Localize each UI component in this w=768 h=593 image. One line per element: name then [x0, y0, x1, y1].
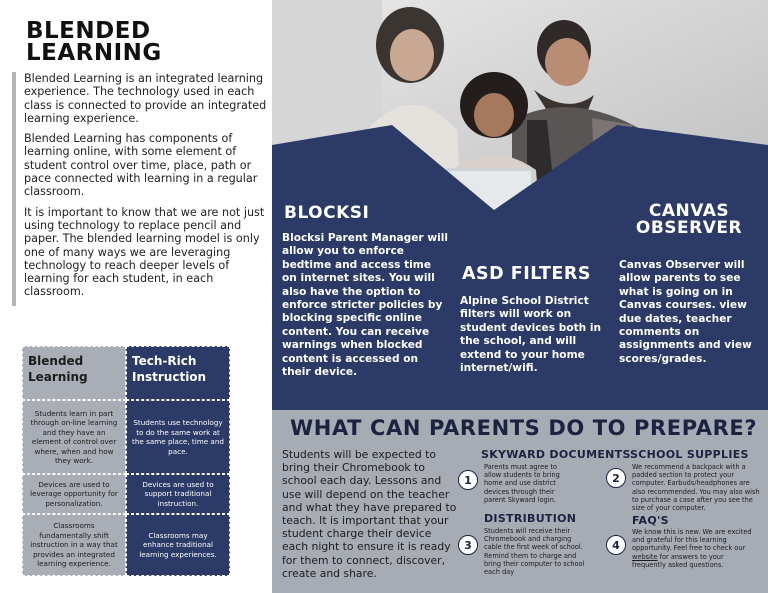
blocksi-heading: BLOCKSI	[284, 203, 370, 223]
supplies-text: We recommend a backpack with a padded section to protect your computer. Earbuds/headphones are also recommended. You may also wish to purchase a case after you see the size of your computer.	[632, 463, 760, 513]
distribution-heading: DISTRIBUTION	[484, 512, 577, 525]
intro-paragraph-2: Blended Learning has components of learning online, with some element of student control over time, place, path or pace connected with learning in a regular classroom.	[24, 132, 258, 199]
blended-header: Blended Learning	[22, 346, 126, 400]
canvas-body: Canvas Observer will allow parents to see what is going on in Canvas courses. view due dates, teacher comments on assignments and view scores/grades.	[619, 259, 752, 365]
techrich-header: Tech-Rich Instruction	[126, 346, 230, 400]
canvas-heading-line-2: OBSERVER	[635, 218, 743, 238]
distribution-text: Students will receive their Chromebook and charging cable the first week of school. Remind them to charge and bring their computer to school each day	[484, 527, 585, 577]
faq-text-end: for answers to your frequently asked questions.	[632, 552, 724, 569]
left-panel	[0, 0, 272, 593]
prepare-heading: WHAT CAN PARENTS DO TO PREPARE?	[290, 416, 758, 440]
page-title	[26, 20, 162, 64]
faq-text	[632, 528, 752, 569]
faq-text-start: We know this is new. We are excited and grateful for this learning opportunity. Feel free to check our	[632, 528, 752, 553]
skyward-heading: SKYWARD DOCUMENTS	[481, 448, 631, 461]
supplies-heading: SCHOOL SUPPLIES	[630, 448, 749, 461]
faq-heading: FAQ'S	[632, 514, 669, 527]
step-2-badge: 2	[606, 468, 626, 488]
step-4-badge: 4	[606, 535, 626, 555]
title-line-2: LEARNING	[26, 40, 162, 66]
skyward-text: Parents must agree to allow students to bring home and use district devices through their parent Skyward login.	[484, 463, 560, 504]
right-panel	[272, 0, 768, 593]
blended-column	[22, 346, 126, 576]
step-1-badge: 1	[458, 470, 478, 490]
techrich-row-1: Students use technology to do the same work at the same place, time and pace.	[126, 400, 230, 474]
techrich-column	[126, 346, 230, 576]
asd-body: Alpine School District filters will work on student devices both in the school, and will extend to your home internet/wifi.	[460, 295, 602, 375]
step-3-badge: 3	[458, 535, 478, 555]
website-link[interactable]: website	[632, 552, 658, 561]
blended-row-1: Students learn in part through on-line learning and they have an element of control over where, when and how they work.	[22, 400, 126, 474]
intro-paragraph-1: Blended Learning is an integrated learning experience. The technology used in each class is connected to provide an integrated learning experience.	[24, 72, 267, 125]
canvas-heading	[622, 203, 756, 237]
comparison-table	[22, 346, 230, 576]
techrich-row-3: Classrooms may enhance traditional learning experiences.	[126, 514, 230, 576]
blended-row-3: Classrooms fundamentally shift instruction in a way that provides an integrated learning experience.	[22, 514, 126, 576]
title-line-1: BLENDED	[26, 18, 151, 44]
blocksi-body: Blocksi Parent Manager will allow you to enforce bedtime and access time on internet sites. You will also have the option to enforce stricter policies by blocking specific online content. You can receive warnings when blocked content is accessed on their device.	[282, 232, 449, 379]
asd-heading: ASD FILTERS	[462, 264, 591, 284]
techrich-row-2: Devices are used to support traditional instruction.	[126, 474, 230, 514]
intro-text	[12, 72, 276, 306]
canvas-heading-line-1: CANVAS	[648, 201, 730, 221]
blended-row-2: Devices are used to leverage opportunity for personalization.	[22, 474, 126, 514]
intro-paragraph-3: It is important to know that we are not just using technology to replace pencil and paper. The blended learning model is only one of many ways we are leveraging technology to reach deeper levels of learning for each student, in each classroom.	[24, 205, 265, 299]
prepare-intro: Students will be expected to bring their Chromebook to school each day. Lessons and use will depend on the teacher and what they have prepared to teach. It is important that your student charge their device each night to ensure it is ready for them to connect, discover, create and share.	[282, 448, 457, 580]
